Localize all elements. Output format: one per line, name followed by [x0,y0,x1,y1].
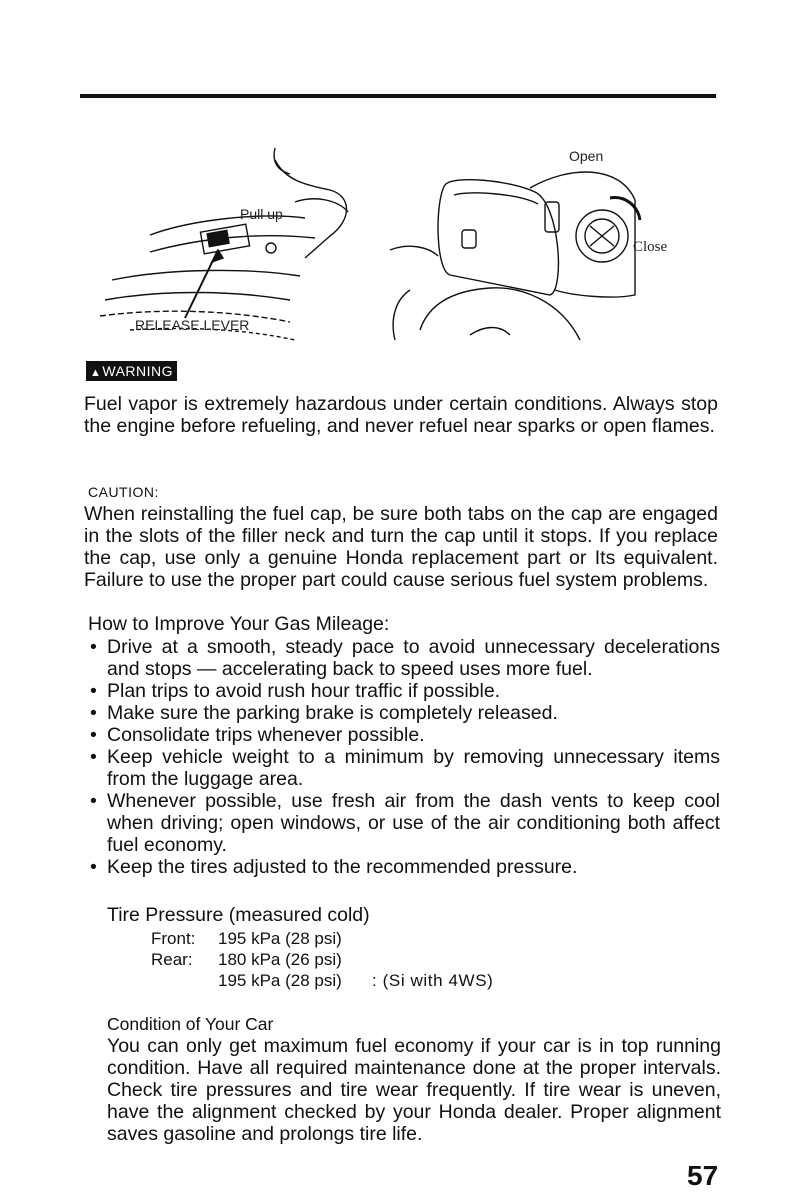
list-item: • Keep the tires adjusted to the recommended pressure. [90,856,578,878]
release-lever-label: RELEASE LEVER [135,317,250,333]
bullet-icon: • [90,856,97,878]
page-number: 57 [687,1160,719,1191]
warning-text: Fuel vapor is extremely hazardous under certain conditions. Always stop the engine before refueling, and never refuel near sparks or open flames. [84,393,718,437]
mileage-heading: How to Improve Your Gas Mileage: [88,613,390,635]
top-rule [80,94,716,98]
rear-value: 180 kPa (26 psi) [218,950,342,969]
warning-badge-label: WARNING [102,363,174,379]
alt-note: : (Si with 4WS) [372,971,494,990]
alt-value: 195 kPa (28 psi) [218,971,342,990]
bullet-icon: • [90,746,97,768]
condition-text: You can only get maximum fuel economy if your car is in top running condition. Have all required maintenance done at the proper intervals. Check tire pressures and tire wear frequently. If tire wear is uneven, have the alignment checked by your Honda dealer. Proper alignment saves gasoline and prolongs tire life. [107,1035,721,1145]
bullet-icon: • [90,724,97,746]
bullet-icon: • [90,702,97,724]
bullet-icon: • [90,680,97,702]
list-item: • Plan trips to avoid rush hour traffic if possible. [90,680,501,702]
list-item: • Whenever possible, use fresh air from the dash vents to keep cool when driving; open windows, or use of the air conditioning both affect fuel economy. [90,790,720,856]
bullet-icon: • [90,636,97,658]
list-item: • Make sure the parking brake is completely released. [90,702,558,724]
condition-title: Condition of Your Car [107,1014,274,1034]
warning-badge [86,361,177,381]
tire-pressure-title: Tire Pressure (measured cold) [107,904,370,926]
front-label: Front: [151,929,196,948]
caution-label: CAUTION: [88,484,159,500]
rear-label: Rear: [151,950,193,969]
mileage-tips-list [88,636,720,878]
open-label: Open [569,148,604,164]
list-item: • Keep vehicle weight to a minimum by removing unnecessary items from the luggage area. [90,746,720,790]
caution-text: When reinstalling the fuel cap, be sure both tabs on the cap are engaged in the slots of the filler neck and turn the cap until it stops. If you replace the cap, use only a genuine Honda replacement part or Its equivalent. Failure to use the proper part could cause serious fuel system problems. [84,503,718,591]
list-item: • Drive at a smooth, steady pace to avoid unnecessary decelerations and stops — accelerating back to speed uses more fuel. [90,636,720,680]
list-item: • Consolidate trips whenever possible. [90,724,425,746]
front-value: 195 kPa (28 psi) [218,929,342,948]
fuel-door-illustration [90,140,690,355]
bullet-icon: • [90,790,97,812]
warning-triangle-icon: ▲ [90,367,102,379]
close-label: Close [633,239,668,255]
pull-up-label: Pull up [240,206,283,222]
